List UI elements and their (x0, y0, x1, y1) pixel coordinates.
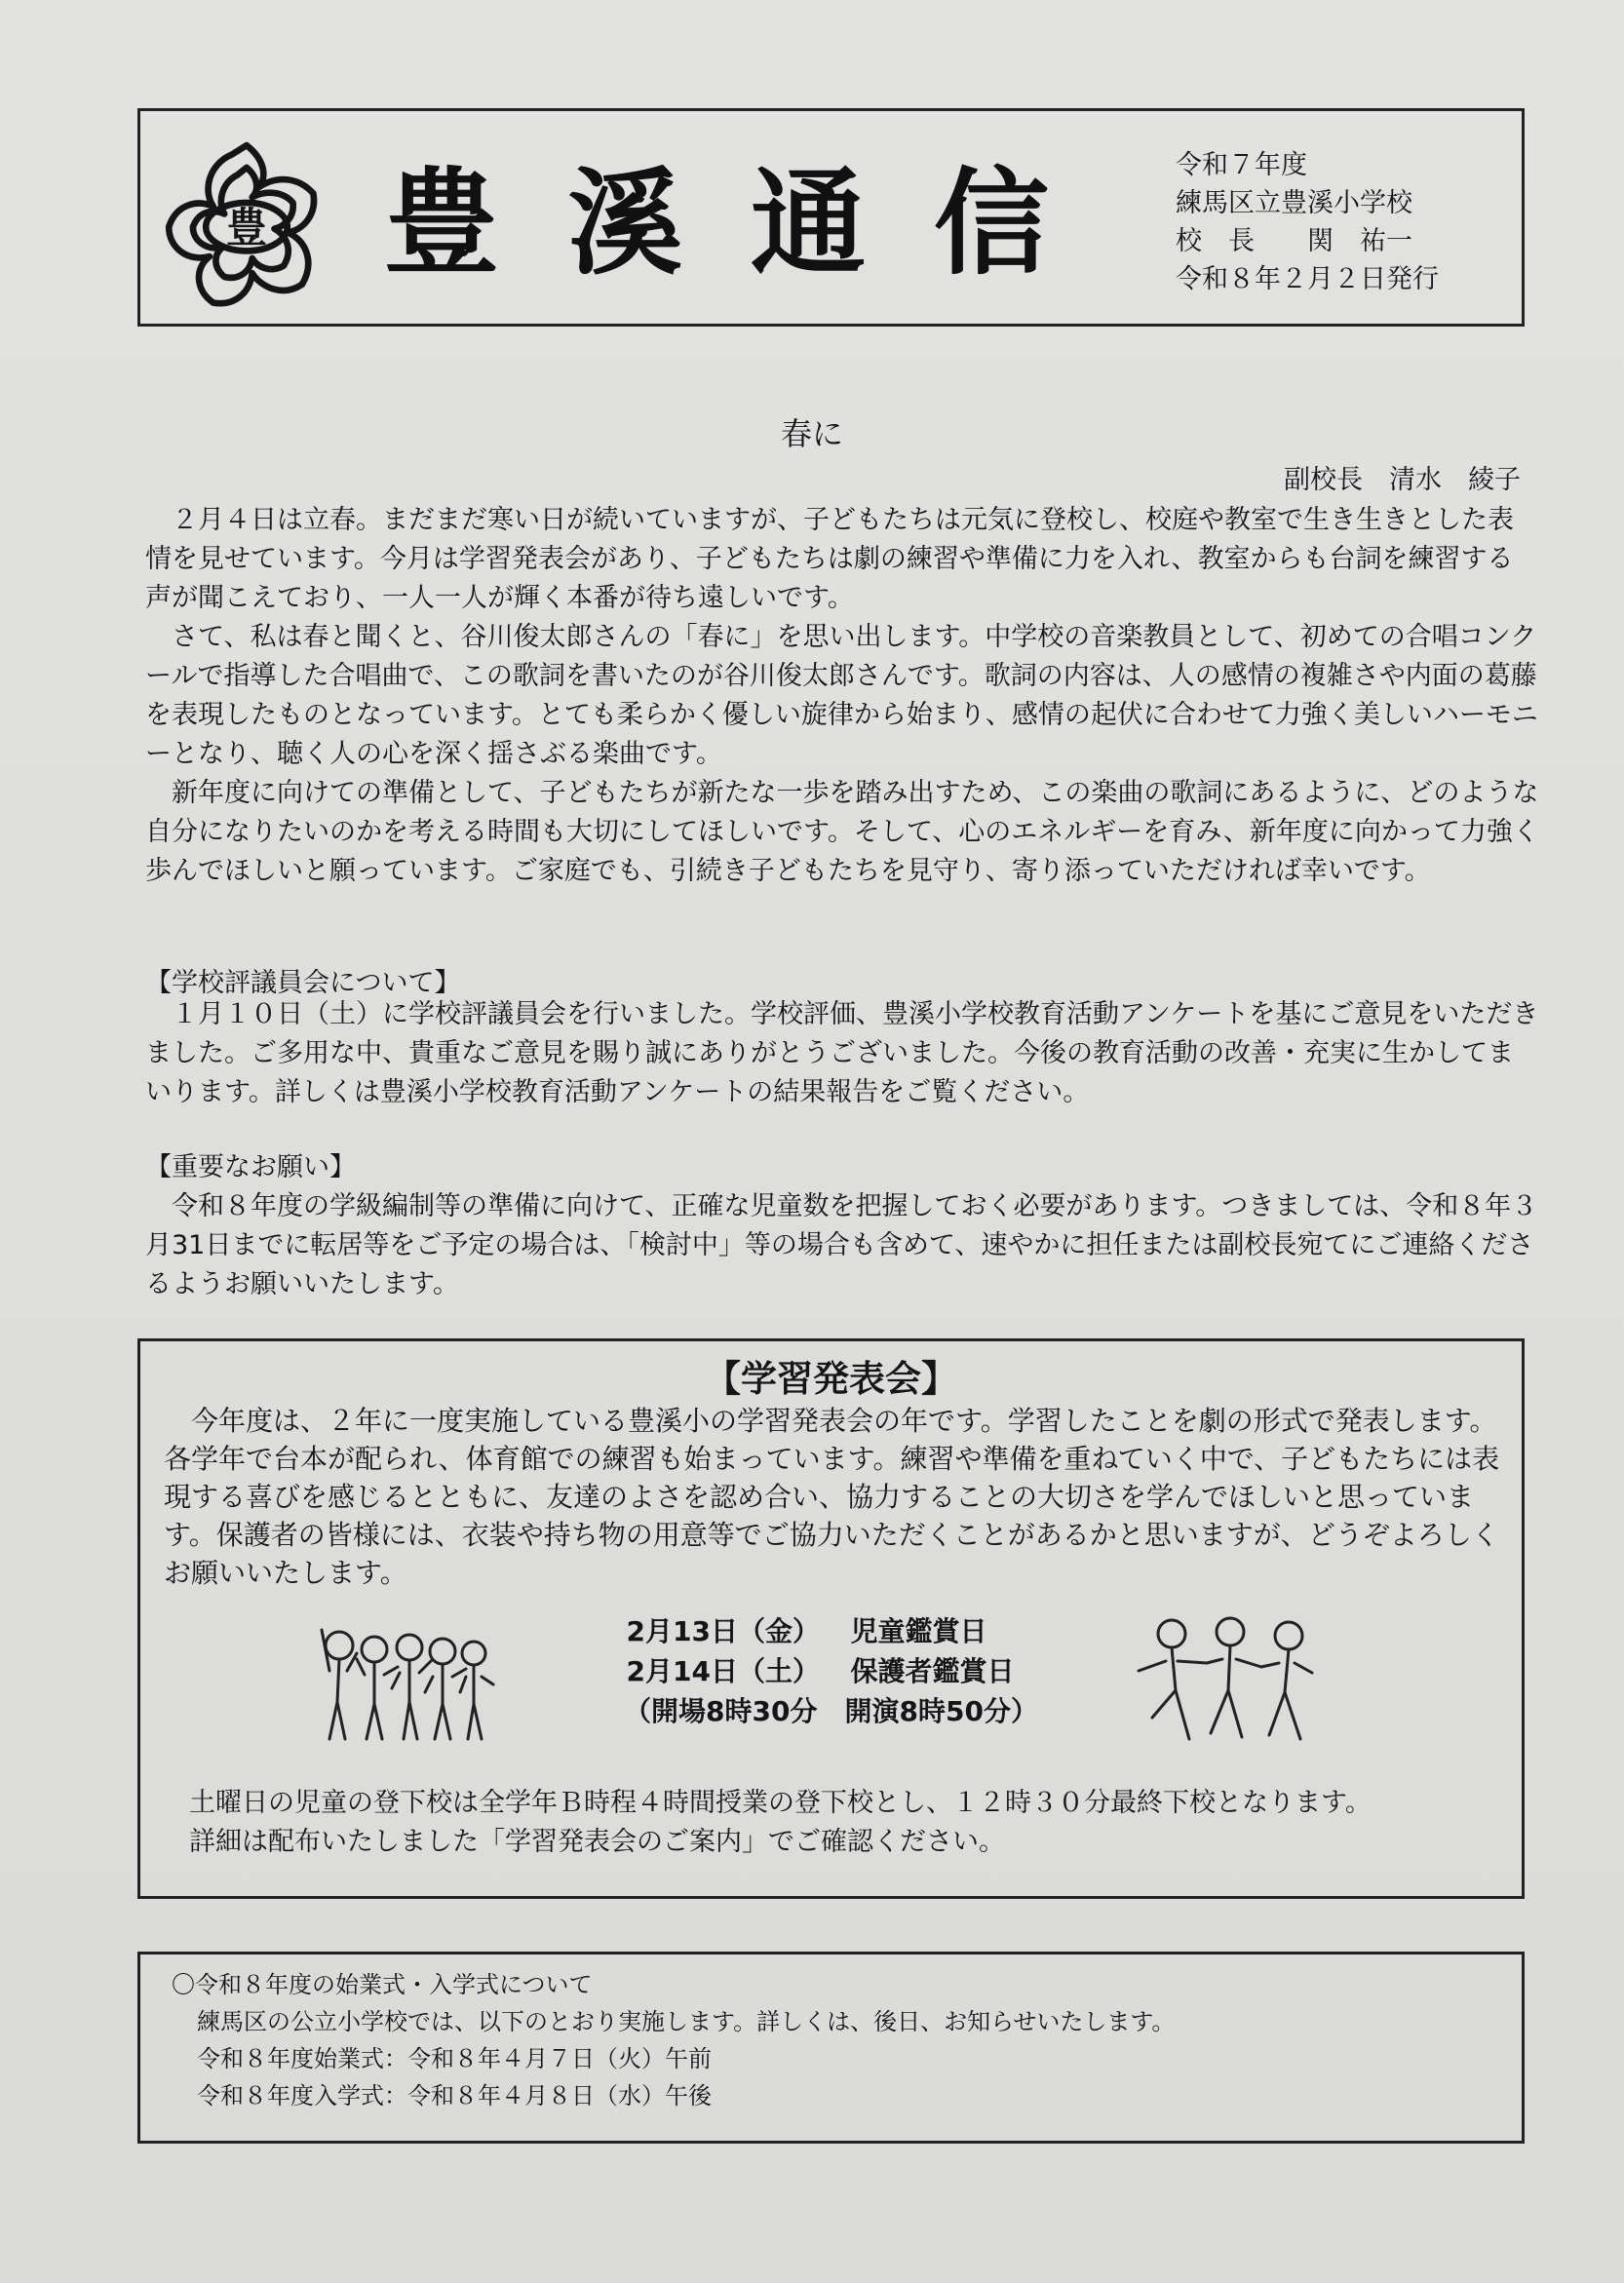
council-heading: 【学校評議員会について】 (145, 968, 461, 998)
entrance-ceremony: 令和８年度入学式：令和８年４月８日（水）午後 (197, 2082, 712, 2109)
request-text: 令和８年度の学級編制等の準備に向けて、正確な児童数を把握しておく必要があります。つきましては、令和８年３月31日までに転居等をご予定の場合は、「検討中」等の場合も含めて、速やかに担任または副校長宛てにご連絡くださるようお願いいたします。 (145, 1191, 1538, 1299)
article-paragraph: さて、私は春と聞くと、谷川俊太郎さんの「春に」を思い出します。中学校の音楽教員として、初めての合唱コンクールで指導した合唱曲で、この歌詞を書いたのが谷川俊太郎さんです。歌詞の内容は、人の感情の複雑さや内面の葛藤を表現したものとなっています。とても柔らかく優しい旋律から始まり、感情の起伏に合わせて力強く美しいハーモニーとなり、聴く人の心を深く揺さぶる楽曲です。 (145, 622, 1538, 769)
principal-name: 校 長 関 祐一 (1176, 226, 1412, 256)
issuer-block (1176, 146, 1439, 298)
ceremony-heading: 〇令和８年度の始業式・入学式について (172, 1971, 593, 1998)
presentation-box (137, 1338, 1525, 1899)
ceremony-box (137, 1952, 1525, 2144)
presentation-title: 【学習発表会】 (705, 1358, 957, 1400)
ceremony-text: 練馬区の公立小学校では、以下のとおり実施します。詳しくは、後日、お知らせいたします。 (197, 2008, 1176, 2035)
article-paragraph: 新年度に向けての準備として、子どもたちが新たな一歩を踏み出すため、この楽曲の歌詞にあるように、どのような自分になりたいのかを考える時間も大切にしてほしいです。そして、心のエネルギーを育み、新年度に向かって力強く歩んでほしいと願っています。ご家庭でも、引続き子どもたちを見守り、寄り添っていただければ幸いです。 (145, 778, 1539, 886)
note-line: 土曜日の児童の登下校は全学年Ｂ時程４時間授業の登下校とし、１２時３０分最終下校となります。 (189, 1788, 1372, 1818)
council-text: １月１０日（土）に学校評議員会を行いました。学校評価、豊溪小学校教育活動アンケートを基にご意見をいただきました。ご多用な中、貴重なご意見を賜り誠にありがとうございました。今後の教育活動の改善・充実に生かしてまいります。詳しくは豊溪小学校教育活動アンケートの結果報告をご覧ください。 (145, 999, 1539, 1107)
newsletter-title: 豊溪通信 (384, 155, 1118, 290)
school-name: 練馬区立豊溪小学校 (1176, 188, 1412, 218)
article-byline: 副校長 清水 綾子 (1284, 465, 1521, 495)
school-emblem-icon (154, 129, 339, 314)
request-heading: 【重要なお願い】 (145, 1152, 356, 1182)
schedule-times: （開場8時30分 開演8時50分） (624, 1695, 1038, 1727)
presentation-note (189, 1784, 1372, 1862)
children-dancing-illustration-icon (1133, 1612, 1328, 1749)
schedule-event: 児童鑑賞日 (850, 1615, 987, 1647)
issue-date: 令和８年２月２日発行 (1176, 264, 1439, 294)
schedule-date: 2月13日（金） (626, 1615, 820, 1647)
schedule-date: 2月14日（土） (626, 1655, 820, 1687)
article-title: 春に (780, 415, 843, 452)
article-paragraph: ２月４日は立春。まだまだ寒い日が続いていますが、子どもたちは元気に登校し、校庭や教室で生き生きとした表情を見せています。今月は学習発表会があり、子どもたちは劇の練習や準備に力を入れ、教室からも台詞を練習する声が聞こえており、一人一人が輝く本番が待ち遠しいです。 (145, 505, 1514, 613)
masthead-box (137, 108, 1525, 327)
emblem-label: 豊 (226, 203, 267, 252)
ceremony-content (172, 1966, 1175, 2114)
school-year: 令和７年度 (1176, 150, 1307, 180)
note-line: 詳細は配布いたしました「学習発表会のご案内」でご確認ください。 (189, 1827, 1005, 1857)
opening-ceremony: 令和８年度始業式：令和８年４月７日（火）午前 (197, 2045, 712, 2072)
presentation-text: 今年度は、２年に一度実施している豊溪小の学習発表会の年です。学習したことを劇の形式で発表します。各学年で台本が配られ、体育館での練習も始まっています。練習や準備を重ねていく中で、子どもたちには表現する喜びを感じるとともに、友達のよさを認め合い、協力することの大切さを学んでほしいと思っています。保護者の皆様には、衣装や持ち物の用意等でご協力いただくことがあるかと思いますが、どうぞよろしくお願いいたします。 (164, 1405, 1500, 1589)
schedule-event: 保護者鑑賞日 (850, 1655, 1015, 1687)
